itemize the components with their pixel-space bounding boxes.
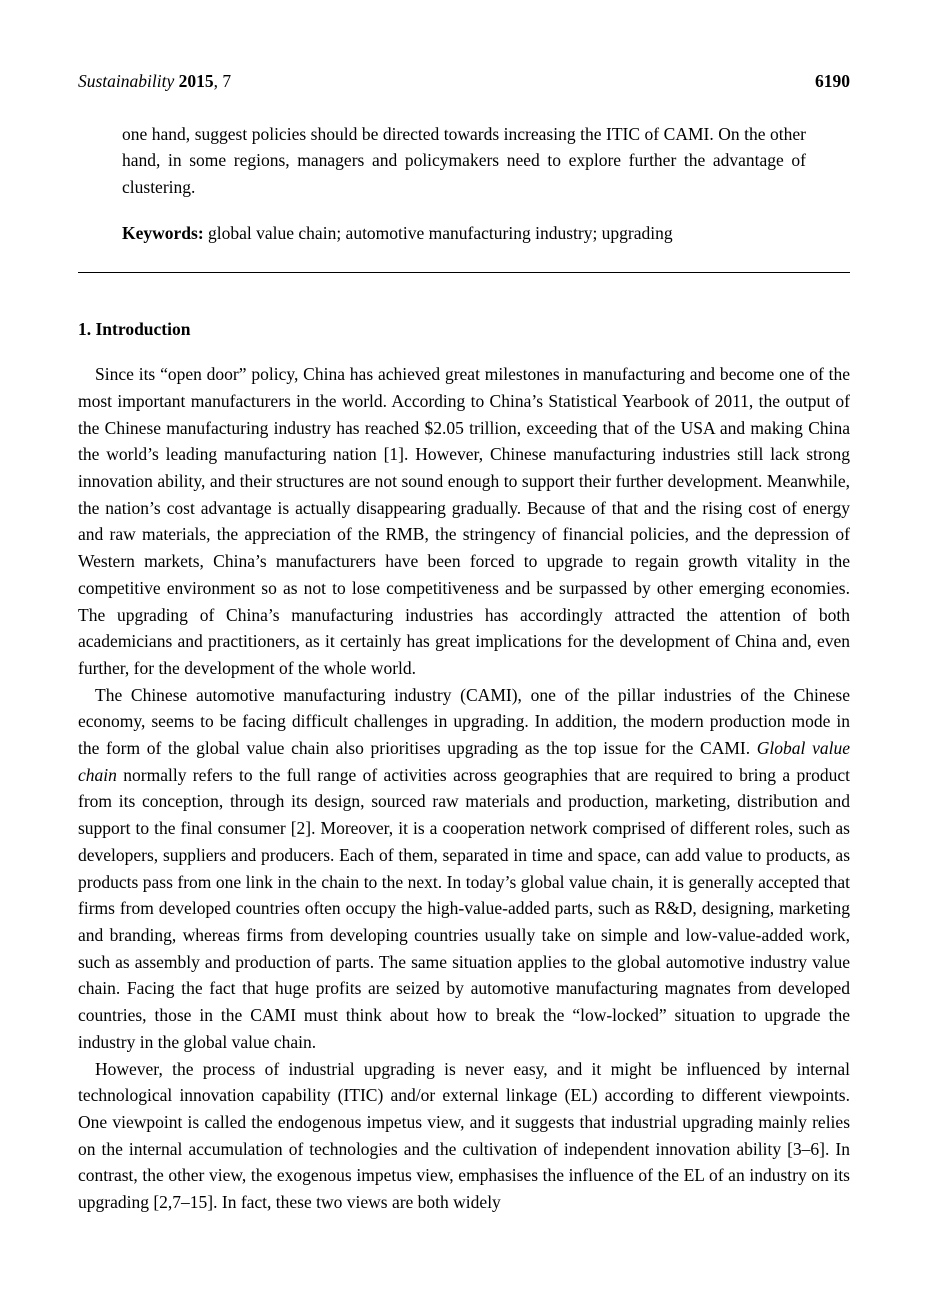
section-divider <box>78 272 850 273</box>
journal-citation <box>78 68 231 95</box>
keywords-label: Keywords: <box>122 222 209 243</box>
intro-paragraph-1 <box>78 361 850 681</box>
journal-year: 2015 <box>174 71 214 91</box>
intro-paragraph-1-text: Since its “open door” policy, China has achieved great milestones in manufacturing and become one of the most important manufacturers in the world. According to China’s Statistical Yearbook of 2011, the output of the Chinese manufacturing industry has reached $2.05 trillion, exceeding that of the USA and making China the world’s leading manufacturing nation [1]. However, Chinese manufacturing industries still lack strong innovation ability, and their structures are not sound enough to support their further development. Meanwhile, the nation’s cost advantage is actually disappearing gradually. Because of that and the rising cost of energy and raw materials, the appreciation of the RMB, the stringency of financial policies, and the depression of Western markets, China’s manufacturers have been forced to upgrade to regain growth vitality in the competitive environment so as not to lose competitiveness and be surpassed by other emerging economies. The upgrading of China’s manufacturing industries has accordingly attracted the attention of both academicians and practitioners, as it certainly has great implications for the development of China and, even further, for the development of the whole world. <box>78 364 850 678</box>
intro-paragraph-2-post: normally refers to the full range of activities across geographies that are required to bring a product from its conception, through its design, sourced raw materials and production, marketing, distribution and support to the final consumer [2]. Moreover, it is a cooperation network comprised of different roles, such as developers, suppliers and producers. Each of them, separated in time and space, can add value to products, as products pass from one link in the chain to the next. In today’s global value chain, it is generally accepted that firms from developed countries often occupy the high-value-added parts, such as R&D, designing, marketing and branding, whereas firms from developing countries usually take on simple and low-value-added work, such as assembly and production of parts. The same situation applies to the global automotive industry value chain. Facing the fact that huge profits are seized by automotive manufacturing magnates from developed countries, those in the CAMI must think about how to break the “low-locked” situation to upgrade the industry in the global value chain. <box>78 764 850 1052</box>
journal-issue: , 7 <box>213 71 232 91</box>
keywords-text: global value chain; automotive manufacturing industry; upgrading <box>208 222 673 243</box>
intro-paragraph-2-italic-term: Global value chain <box>78 738 850 785</box>
keywords-line <box>122 220 806 247</box>
intro-paragraph-3 <box>78 1056 850 1216</box>
intro-paragraph-2 <box>78 682 850 1056</box>
intro-paragraph-3-text: However, the process of industrial upgrading is never easy, and it might be influenced by internal technological innovation capability (ITIC) and/or external linkage (EL) according to different viewpoints. One viewpoint is called the endogenous impetus view, and it suggests that industrial upgrading mainly relies on the internal accumulation of technologies and the cultivation of independent innovation ability [3–6]. In contrast, the other view, the exogenous impetus view, emphasises the influence of the EL of an industry on its upgrading [2,7–15]. In fact, these two views are both widely <box>78 1058 850 1213</box>
intro-paragraph-2-pre: The Chinese automotive manufacturing industry (CAMI), one of the pillar industries of the Chinese economy, seems to be facing difficult challenges in upgrading. In addition, the modern production mode in the form of the global value chain also prioritises upgrading as the top issue for the CAMI. <box>78 684 850 759</box>
page-number: 6190 <box>815 71 850 91</box>
running-header <box>78 68 850 95</box>
abstract-closing-text: one hand, suggest policies should be directed towards increasing the ITIC of CAMI. On the other hand, in some regions, managers and policymakers need to explore further the advantage of clustering. <box>122 123 806 198</box>
introduction-heading: 1. Introduction <box>78 318 191 339</box>
journal-name: Sustainability <box>78 71 175 91</box>
